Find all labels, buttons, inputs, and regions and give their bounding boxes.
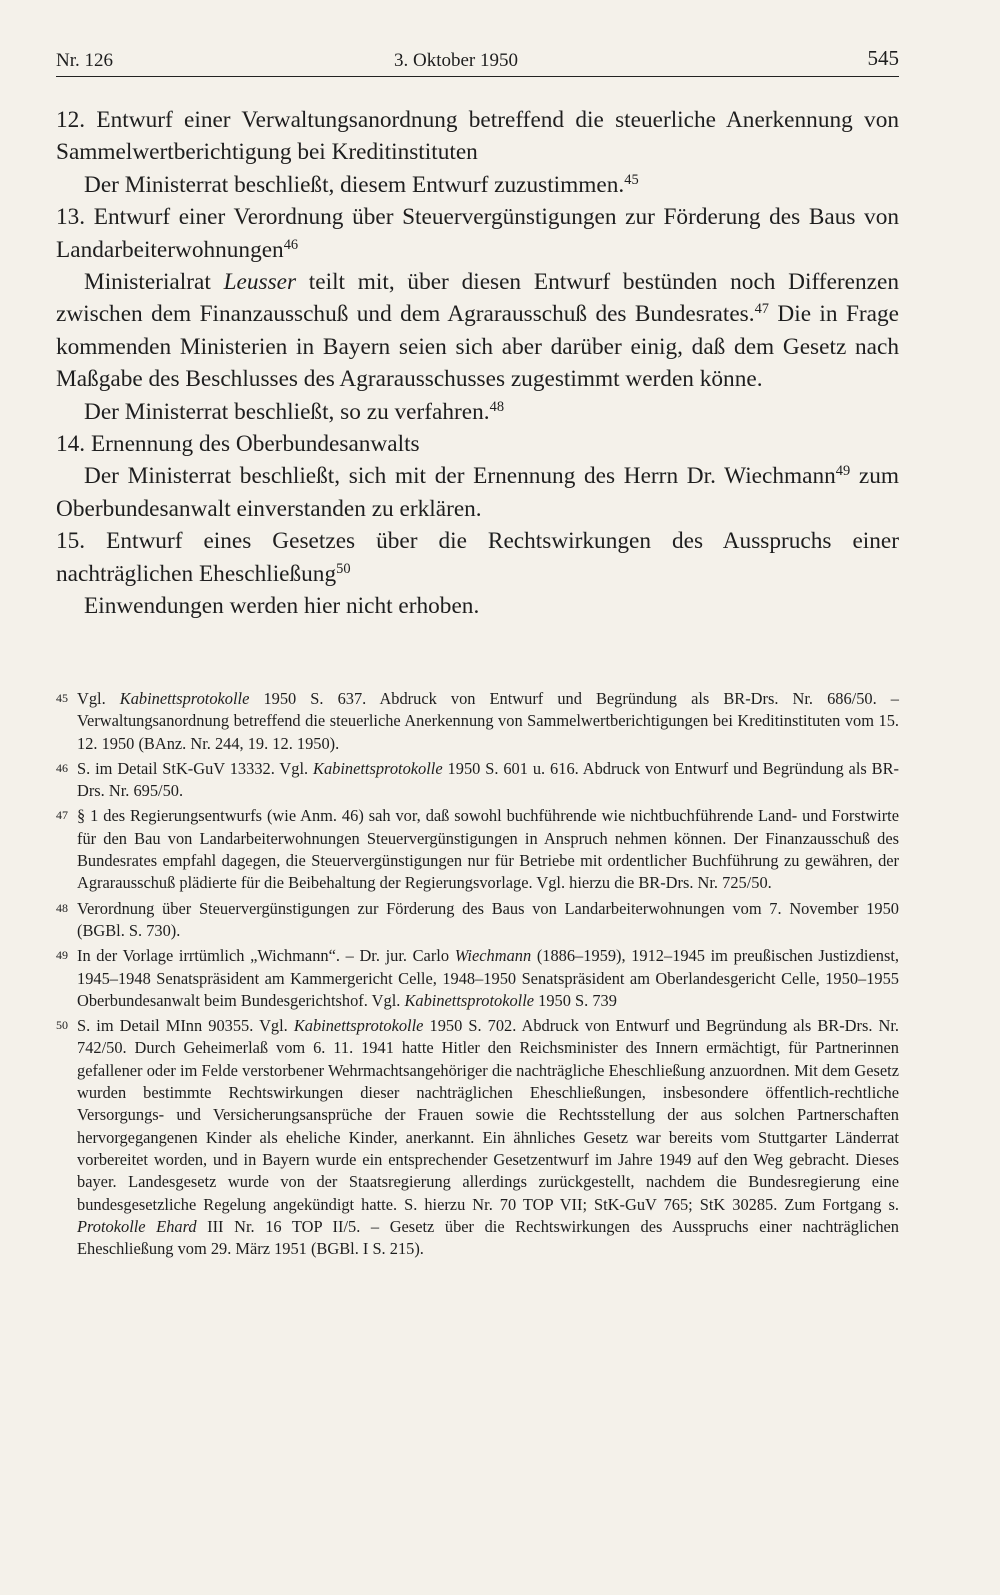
footnote-number: 47	[56, 808, 68, 823]
footnote-number: 49	[56, 948, 68, 963]
footnote-number: 45	[56, 691, 68, 705]
footnote-text: S. im Detail StK-GuV 13332. Vgl.	[77, 758, 314, 778]
item-12-decision: Der Ministerrat beschließt, diesem Entwurf zuzustimmen.$^{45}$	[84, 171, 639, 198]
footnote-text: 1950 S. 601 u. 616. Abdruck von Entwurf und Begründung als BR-Drs. Nr. 695/50.	[77, 758, 900, 801]
footnote-text: In der Vorlage irrtümlich „Wichmann“. – Dr. jur. Carlo	[77, 946, 455, 966]
item-14-title: 14. Ernennung des Oberbundesanwalts	[56, 431, 420, 458]
cited-title: Wiechmann	[454, 946, 532, 966]
footnote-ref-49: 49	[835, 463, 851, 480]
footnote-text: S. im Detail MInn 90355. Vgl.	[77, 1016, 294, 1036]
footnote-text: Vgl.	[77, 689, 120, 708]
person-name: Leusser	[223, 269, 297, 296]
footnote-49	[56, 945, 899, 1012]
footnote-ref-45: 45	[624, 171, 639, 188]
item-12-title: 12. Entwurf einer Verwaltungsanordnung betreffend die steuerliche Anerkennung von Sammelwertberichtigung bei Kreditinstituten	[56, 107, 899, 166]
footnote-text: § 1 des Regierungsentwurfs (wie Anm. 46) sah vor, daß sowohl buchführende wie nichtbuchführende Land- und Forstwirte für den Bau von Landarbeiterwohnungen Steuervergünstigungen in Anspruch nehmen können. Der Finanzausschuß des Bundesrates empfahl dagegen, die Steuervergünstigungen nur für Betriebe mit ordentlicher Buchführung zu gewähren, der Agrarausschuß plädierte für die Beibehaltung der Regierungsvorlage. Vgl. hierzu die BR-Drs. Nr. 725/50.	[77, 806, 899, 893]
footnote-ref-50: 50	[336, 560, 351, 577]
footnote-48	[56, 898, 899, 943]
main-text	[56, 104, 899, 623]
footnote-ref-46: 46	[283, 236, 299, 253]
footnote-45	[56, 688, 899, 755]
footnote-text: 1950 S. 637. Abdruck von Entwurf und Begründung als BR-Drs. Nr. 686/50. – Verwaltungsanordnung betreffend die steuerliche Anerkennung von Sammelwertberichtigungen bei Kreditinstituten vom 15. 12. 1950 (BAnz. Nr. 244, 19. 12. 1950).	[77, 689, 899, 753]
cited-title: Kabinettsprotokolle	[119, 689, 250, 708]
footnote-text: III Nr. 16 TOP II/5. – Gesetz über die Rechtswirkungen des Ausspruchs einer nachträglichen Eheschließung vom 29. März 1951 (BGBl. I S. 215).	[77, 1216, 899, 1259]
footnote-text: Verordnung über Steuervergünstigungen zur Förderung des Baus von Landarbeiterwohnungen vom 7. November 1950 (BGBl. S. 730).	[77, 898, 899, 940]
item-14-decision: Der Ministerrat beschließt, sich mit der Ernennung des Herrn Dr. Wiechmann$^{49}$ zum Oberbundesanwalt einverstanden zu erklären.	[56, 463, 900, 522]
cited-title: Kabinettsprotokolle	[404, 990, 535, 1010]
item-13-decision: Der Ministerrat beschließt, so zu verfahren.$^{48}$	[84, 398, 505, 425]
footnote-number: 46	[56, 760, 68, 775]
cited-title: Kabinettsprotokolle	[313, 758, 443, 778]
footnote-47	[56, 805, 899, 894]
item-13-report: Ministerialrat Leusser teilt mit, über diesen Entwurf bestünden noch Differenzen zwischen dem Finanzausschuß und dem Agrarausschuß des Bundesrates.$^{47}$ Die in Frage kommenden Ministerien in Bayern seien sich aber darüber einig, daß dem Gesetz nach Maßgabe des Beschlusses des Agrarausschusses zugestimmt werden könne.	[56, 269, 899, 393]
footnote-46	[56, 758, 899, 803]
session-date: 3. Oktober 1950	[394, 50, 519, 71]
cited-title: Kabinettsprotokolle	[293, 1016, 424, 1036]
footnote-text: 1950 S. 702. Abdruck von Entwurf und Begründung als BR-Drs. Nr. 742/50. Durch Geheimerlaß vom 6. 11. 1941 hatte Hitler den Reichsminister des Innern ermächtigt, für Partnerinnen gefallener oder im Felde verstorbener Wehrmachtsangehöriger die nachträgliche Eheschließung anzuordnen. Mit dem Gesetz wurden bestimmte Rechtswirkungen dieser nachträglichen Eheschließungen, insbesondere öffentlich-rechtliche Versorgungs- und Versicherungsansprüche der Frauen sowie die Rechtsstellung der aus solchen Partnerschaften hervorgegangenen Kinder als eheliche Kinder, anerkannt. Ein ähnliches Gesetz war bereits vom Stuttgarter Länderrat vorbereitet worden, und in Bayern wurde ein entsprechender Gesetzentwurf im Jahre 1949 auf den Weg gebracht. Dieses bayer. Landesgesetz wurde von der Staatsregierung allerdings zurückgestellt, nachdem die Bundesregierung eine bundesgesetzliche Regelung angekündigt hatte. S. hierzu Nr. 70 TOP VII; StK-GuV 765; StK 30285. Zum Fortgang s.	[77, 1016, 899, 1214]
footnote-50	[56, 1015, 899, 1260]
footnote-number: 50	[56, 1018, 68, 1033]
item-15-title: 15. Entwurf eines Gesetzes über die Rechtswirkungen des Ausspruchs einer nachträglichen Eheschließung$^{50}$	[56, 528, 899, 587]
footnote-text: (1886–1959), 1912–1945 im preußischen Justizdienst, 1945–1948 Senatspräsident am Kammergericht Celle, 1948–1950 Senatspräsident am Oberlandesgericht Celle, 1950–1955 Oberbundesanwalt beim Bundesgerichtshof. Vgl.	[77, 946, 899, 1010]
page-number: 545	[867, 46, 899, 70]
cited-title: Protokolle Ehard	[77, 1216, 197, 1236]
protocol-number: Nr. 126	[56, 50, 113, 71]
footnote-text: 1950 S. 739	[534, 990, 617, 1010]
item-15-decision: Einwendungen werden hier nicht erhoben.	[84, 593, 480, 620]
item-13-title: 13. Entwurf einer Verordnung über Steuervergünstigungen zur Förderung des Baus von Landarbeiterwohnungen$^{46}$	[56, 204, 899, 263]
running-header	[56, 46, 899, 77]
footnote-number: 48	[56, 900, 68, 915]
footnote-ref-48: 48	[489, 398, 505, 415]
footnotes	[56, 688, 899, 1263]
footnote-ref-47: 47	[754, 301, 770, 318]
